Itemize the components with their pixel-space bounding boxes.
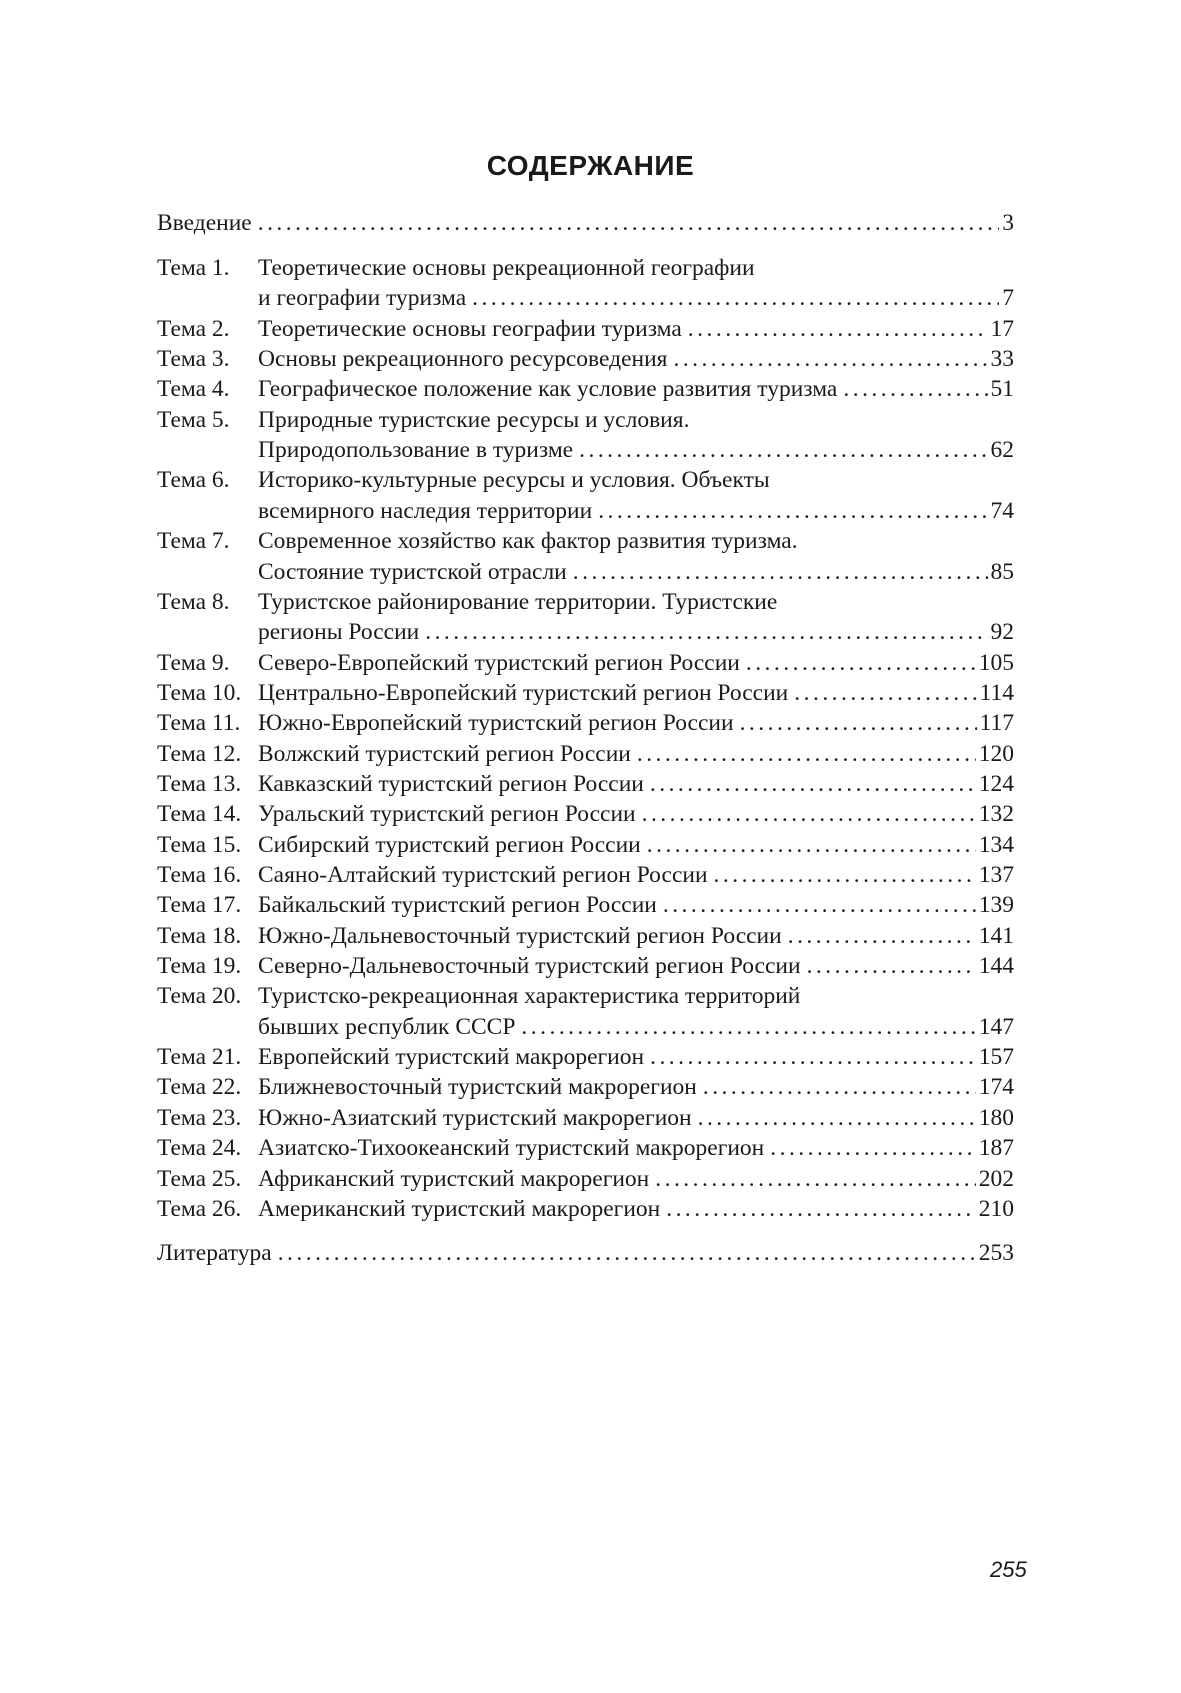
dot-leader [794,678,976,708]
entry-label [157,1194,660,1224]
entry-label [157,465,770,495]
topic-number: Тема 21. [157,1044,242,1071]
entry-title: Кавказский туристский регион России [258,770,644,797]
entry-label [157,921,782,951]
entry-page: 187 [978,1135,1014,1162]
entry-title: Литература [157,1240,272,1267]
dot-leader [579,435,987,465]
entry-page: 3 [1002,210,1014,236]
dot-leader [425,617,987,647]
topic-number: Тема 11. [157,710,241,737]
toc-line [157,1012,1014,1042]
dot-leader [278,1238,976,1268]
entry-page: 139 [978,892,1014,919]
toc-line [157,587,1014,617]
entry-title: и географии туризма [258,285,467,312]
entry-page: 92 [990,619,1014,646]
toc-line [157,860,1014,890]
dot-leader [472,283,999,313]
dot-leader [258,208,1000,238]
entry-label [157,860,708,890]
entry-label [157,1133,764,1163]
topic-number: Тема 23. [157,1104,242,1131]
topic-number: Тема 16. [157,862,242,888]
entry-page: 132 [978,801,1014,828]
toc-line [157,253,1014,283]
entry-page: 210 [978,1195,1014,1222]
toc-line [157,1042,1014,1072]
toc-line [157,1072,1014,1102]
toc-line [157,739,1014,769]
entry-title: Саяно-Алтайский туристский регион России [258,862,708,888]
entry-page: 144 [978,953,1014,980]
dot-leader [650,769,976,799]
toc-line [157,374,1014,404]
entry-title: Азиатско-Тихоокеанский туристский макрорегион [258,1135,765,1162]
topic-number: Тема 5. [157,406,230,433]
topic-number: Тема 19. [157,953,242,980]
entry-page: 114 [979,679,1014,706]
entry-title: Теоретические основы рекреационной географии [258,255,755,281]
toc-line [157,617,1014,647]
toc-line [157,208,1014,238]
dot-leader [663,890,976,920]
dot-leader [698,1103,976,1133]
entry-page: 120 [978,740,1014,767]
dot-leader [666,1194,976,1224]
entry-title: Южно-Европейский туристский регион России [258,710,734,737]
entry-page: 137 [978,862,1014,888]
toc-line [157,951,1014,981]
entry-title: Природные туристские ресурсы и условия. [258,406,690,433]
entry-page: 174 [978,1074,1014,1101]
entry-label [157,1072,697,1102]
entry-label [157,405,689,435]
dot-leader [642,799,976,829]
entry-title: Центрально-Европейский туристский регион России [258,679,789,706]
dot-leader [703,1072,976,1102]
entry-label [157,496,592,526]
toc-line [157,1238,1014,1268]
entry-label [157,557,567,587]
entry-label [157,587,777,617]
entry-label [157,1238,272,1268]
entry-label [157,344,667,374]
dot-leader [714,860,976,890]
toc-line [157,435,1014,465]
entry-page: 202 [978,1165,1014,1192]
toc-line [157,1133,1014,1163]
entry-label [157,678,788,708]
entry-label [157,1012,515,1042]
entry-label [157,1164,649,1194]
entry-page: 7 [1002,285,1014,312]
toc-line [157,981,1014,1011]
entry-label [157,981,800,1011]
dot-leader [573,557,988,587]
entry-title: Ближневосточный туристский макрорегион [258,1074,697,1101]
entry-label [157,374,837,404]
toc-line [157,890,1014,920]
entry-page: 105 [978,649,1014,676]
entry-page: 124 [978,770,1014,797]
topic-number: Тема 15. [157,831,242,858]
dot-leader [807,951,976,981]
entry-label [157,253,755,283]
entry-page: 117 [979,710,1014,737]
dot-leader [650,1042,976,1072]
toc-line [157,830,1014,860]
dot-leader [788,921,976,951]
toc-line [157,557,1014,587]
entry-title: Природопользование в туризме [258,437,574,464]
entry-title: Европейский туристский макрорегион [258,1044,645,1071]
dot-leader [843,374,987,404]
topic-number: Тема 2. [157,315,230,342]
entry-label [157,769,644,799]
entry-label [157,648,740,678]
entry-page: 62 [990,437,1014,464]
entry-title: Уральский туристский регион России [258,801,636,828]
entry-title: Теоретические основы географии туризма [258,315,682,342]
topic-number: Тема 7. [157,528,230,555]
entry-label [157,208,252,238]
entry-label [157,708,734,738]
topic-number: Тема 1. [157,255,230,281]
topic-number: Тема 12. [157,740,242,767]
toc-line [157,648,1014,678]
topic-number: Тема 13. [157,770,242,797]
topic-number: Тема 10. [157,679,242,706]
entry-label [157,283,466,313]
dot-leader [688,314,988,344]
toc-line [157,344,1014,374]
entry-label [157,526,798,556]
entry-title: Историко-культурные ресурсы и условия. Объекты [258,467,770,494]
entry-page: 180 [978,1104,1014,1131]
entry-page: 33 [990,346,1014,373]
topic-number: Тема 14. [157,801,242,828]
entry-page: 51 [990,376,1014,403]
dot-leader [655,1164,976,1194]
topic-number: Тема 22. [157,1074,242,1101]
entry-title: Байкальский туристский регион России [258,892,657,919]
entry-label [157,799,636,829]
topic-number: Тема 3. [157,346,230,373]
toc-line [157,799,1014,829]
toc-line [157,1194,1014,1224]
entry-label [157,1042,644,1072]
entry-title: Туристско-рекреационная характеристика территорий [258,983,801,1010]
entry-title: Географическое положение как условие развития туризма [258,376,838,403]
dot-leader [770,1133,976,1163]
entry-label [157,1103,692,1133]
toc-line [157,314,1014,344]
entry-title: Американский туристский макрорегион [258,1195,661,1222]
topic-number: Тема 20. [157,983,242,1010]
toc-line [157,405,1014,435]
toc-line [157,678,1014,708]
entry-page: 134 [978,831,1014,858]
entry-label [157,314,682,344]
topic-number: Тема 24. [157,1135,242,1162]
toc-line [157,526,1014,556]
topic-number: Тема 18. [157,922,242,949]
toc-line [157,708,1014,738]
entry-label [157,435,573,465]
dot-leader [647,830,976,860]
entry-title: Северо-Европейский туристский регион России [258,649,740,676]
entry-label [157,830,641,860]
entry-title: Состояние туристской отрасли [258,558,567,585]
dot-leader [746,648,976,678]
entry-title: Северно-Дальневосточный туристский регион России [258,953,801,980]
dot-leader [673,344,987,374]
dot-leader [637,739,976,769]
page-title: СОДЕРЖАНИЕ [486,150,695,181]
dot-leader [740,708,977,738]
entry-page: 17 [990,315,1014,342]
topic-number: Тема 26. [157,1195,242,1222]
toc-line [157,1103,1014,1133]
entry-title: Введение [157,210,252,236]
entry-title: Южно-Дальневосточный туристский регион России [258,922,782,949]
topic-number: Тема 8. [157,588,230,615]
entry-title: Сибирский туристский регион России [258,831,641,858]
topic-number: Тема 17. [157,892,242,919]
entry-label [157,739,631,769]
entry-page: 85 [990,558,1014,585]
entry-page: 74 [990,497,1014,524]
entry-title: бывших республик СССР [258,1013,516,1040]
toc-line [157,465,1014,495]
topic-number: Тема 6. [157,467,230,494]
dot-leader [598,496,987,526]
entry-title: Современное хозяйство как фактор развития туризма. [258,528,798,555]
entry-title: Основы рекреационного ресурсоведения [258,346,668,373]
topic-number: Тема 25. [157,1165,242,1192]
toc-line [157,921,1014,951]
toc-line [157,283,1014,313]
entry-page: 157 [978,1044,1014,1071]
topic-number: Тема 4. [157,376,230,403]
page-number: 255 [990,1557,1027,1582]
entry-title: Туристское районирование территории. Туристские [258,588,778,615]
entry-page: 147 [978,1013,1014,1040]
entry-label [157,617,419,647]
entry-page: 141 [978,922,1014,949]
entry-label [157,951,801,981]
entry-title: Южно-Азиатский туристский макрорегион [258,1104,692,1131]
toc-line [157,1164,1014,1194]
entry-title: регионы России [258,619,420,646]
entry-title: всемирного наследия территории [258,497,593,524]
toc-line [157,769,1014,799]
topic-number: Тема 9. [157,649,230,676]
toc-line [157,496,1014,526]
entry-title: Африканский туристский макрорегион [258,1165,650,1192]
dot-leader [521,1012,975,1042]
entry-page: 253 [978,1240,1014,1267]
entry-title: Волжский туристский регион России [258,740,631,767]
entry-label [157,890,657,920]
